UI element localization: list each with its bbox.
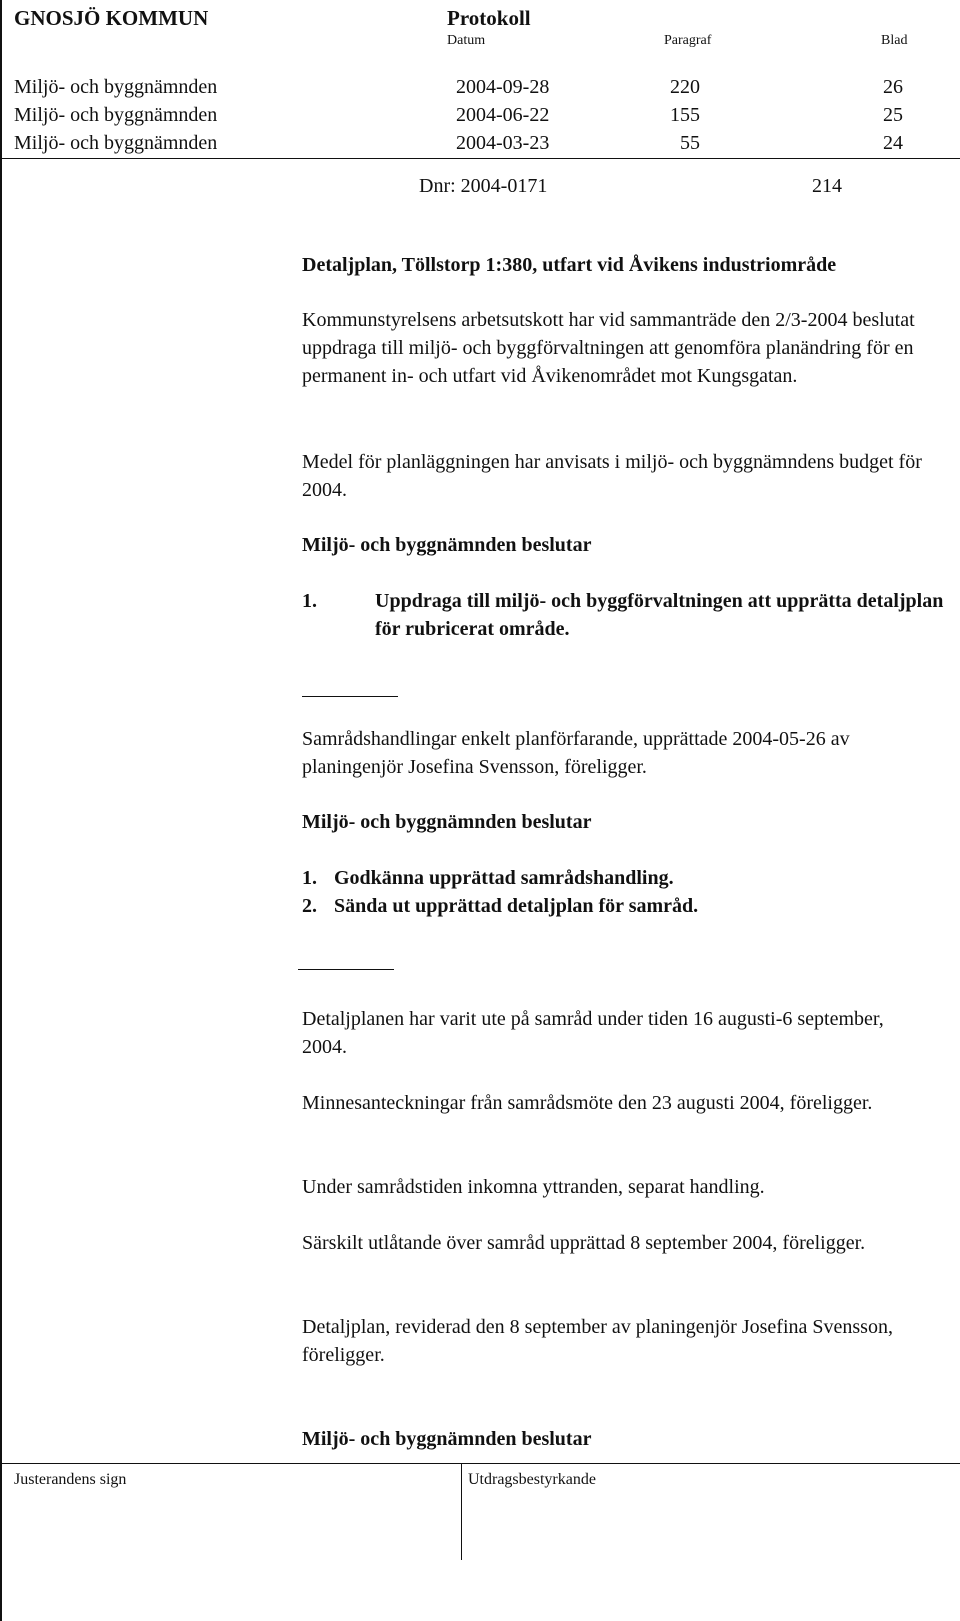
- left-margin-rule: [0, 0, 2, 1621]
- section3-paragraph-3: Under samrådstiden inkomna yttranden, separat handling.: [302, 1176, 765, 1198]
- column-header-date: Datum: [447, 33, 486, 48]
- decision-number: 1.: [302, 867, 317, 889]
- decision-heading: Miljö- och byggnämnden beslutar: [302, 534, 592, 556]
- header-row: [0, 101, 960, 129]
- footer-divider: [0, 1463, 960, 1464]
- decision-text: Uppdraga till miljö- och byggförvaltningen att upprätta detaljplan för rubricerat område.: [375, 590, 944, 640]
- column-header-page: Blad: [881, 33, 908, 48]
- section1-paragraph-2: Medel för planläggningen har anvisats i miljö- och byggnämndens budget för 2004.: [302, 451, 922, 501]
- footer-column-divider: [461, 1464, 462, 1560]
- row-date: 2004-09-28: [456, 76, 550, 98]
- column-header-paragraph: Paragraf: [664, 33, 712, 48]
- row-page: 25: [883, 104, 903, 126]
- dnr-reference: Dnr: 2004-0171: [419, 175, 548, 197]
- organization-name: GNOSJÖ KOMMUN: [14, 6, 209, 30]
- case-heading: Detaljplan, Töllstorp 1:380, utfart vid Åvikens industriområde: [302, 254, 837, 276]
- section3-paragraph-2: Minnesanteckningar från samrådsmöte den 23 augusti 2004, föreligger.: [302, 1092, 873, 1114]
- row-body: Miljö- och byggnämnden: [14, 104, 218, 126]
- section1-paragraph-1: Kommunstyrelsens arbetsutskott har vid sammanträde den 2/3-2004 beslutat uppdraga till miljö- och byggförvaltningen att genomföra planändring för en permanent in- och utfart vid Åvikenområdet mot Kungsgatan.: [302, 309, 915, 387]
- decision-list: [302, 587, 952, 643]
- section2-paragraph-1: Samrådshandlingar enkelt planförfarande, upprättade 2004-05-26 av planingenjör Josefina Svensson, föreligger.: [302, 728, 850, 778]
- header-divider: [0, 158, 960, 159]
- row-body: Miljö- och byggnämnden: [14, 132, 218, 154]
- document-type-title: Protokoll: [447, 6, 531, 30]
- decision-text: Sända ut upprättad detaljplan för samråd.: [334, 895, 699, 917]
- section-separator: [298, 969, 394, 970]
- section-separator: [302, 696, 398, 697]
- decision-item: [302, 864, 952, 892]
- section3-paragraph-4: Särskilt utlåtande över samråd upprättad 8 september 2004, föreligger.: [302, 1232, 866, 1254]
- row-paragraph: 55: [680, 132, 700, 154]
- decision-number: 2.: [302, 895, 317, 917]
- footer-signature-label: Justerandens sign: [14, 1471, 127, 1488]
- decision-text: Godkänna upprättad samrådshandling.: [334, 867, 674, 889]
- row-date: 2004-06-22: [456, 104, 550, 126]
- row-paragraph: 155: [670, 104, 700, 126]
- decision-list: [302, 864, 952, 920]
- row-page: 26: [883, 76, 903, 98]
- decision-item: [302, 587, 952, 643]
- row-body: Miljö- och byggnämnden: [14, 76, 218, 98]
- decision-heading: Miljö- och byggnämnden beslutar: [302, 1428, 592, 1450]
- paragraph-number: 214: [812, 175, 842, 197]
- section3-paragraph-1: Detaljplanen har varit ute på samråd under tiden 16 augusti-6 september, 2004.: [302, 1008, 884, 1058]
- decision-item: [302, 892, 952, 920]
- header-row: [0, 73, 960, 101]
- row-date: 2004-03-23: [456, 132, 550, 154]
- section3-paragraph-5: Detaljplan, reviderad den 8 september av planingenjör Josefina Svensson, föreligger.: [302, 1316, 893, 1366]
- footer-certification-label: Utdragsbestyrkande: [468, 1471, 596, 1488]
- decision-heading: Miljö- och byggnämnden beslutar: [302, 811, 592, 833]
- decision-number: 1.: [302, 590, 317, 612]
- row-page: 24: [883, 132, 903, 154]
- header-row: [0, 129, 960, 157]
- row-paragraph: 220: [670, 76, 700, 98]
